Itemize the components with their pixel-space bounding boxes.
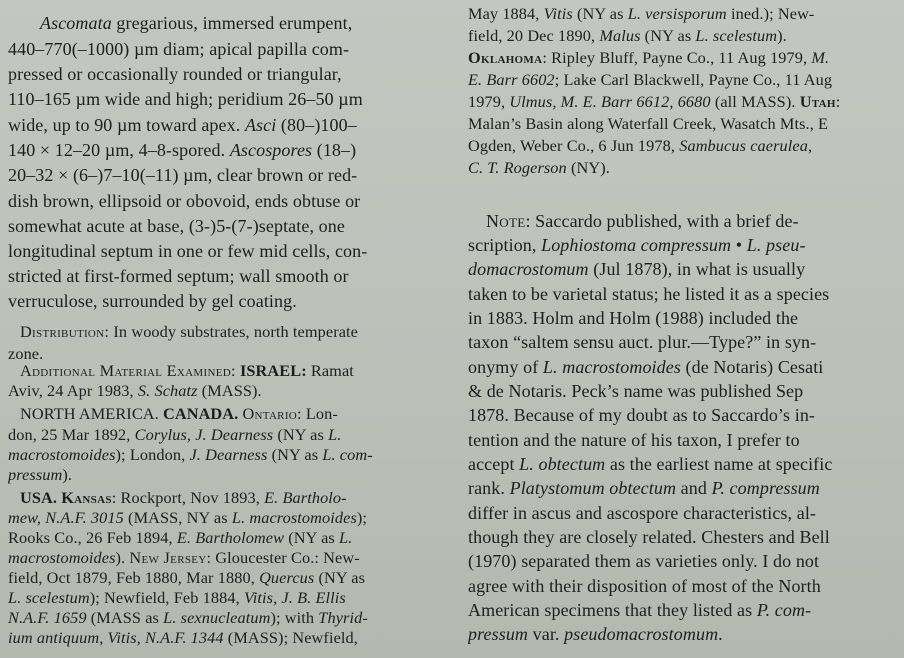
text-line: though they are closely related. Chesters and Bell <box>468 527 830 547</box>
text-line: American specimens that they listed as P. com- <box>468 600 812 620</box>
text-line: NORTH AMERICA. CANADA. Ontario: Lon- <box>20 404 338 423</box>
text-line: zone. <box>8 344 44 363</box>
text-line: pressum var. pseudomacrostomum. <box>468 624 723 644</box>
text-line: stricted at first-formed septum; wall smooth or <box>8 266 349 286</box>
text-line: & de Notaris. Peck’s name was published Sep <box>468 381 804 401</box>
text-line: Distribution: In woody substrates, north temperate <box>20 322 358 341</box>
text-line: USA. Kansas: Rockport, Nov 1893, E. Bartholo- <box>20 488 347 507</box>
text-line: don, 25 Mar 1892, Corylus, J. Dearness (NY as L. <box>8 425 342 444</box>
additional-material-label: Additional Material Examined: <box>20 361 236 380</box>
text-line: Oklahoma: Ripley Bluff, Payne Co., 11 Aug 1979, M. <box>468 48 830 67</box>
text-line: 110–165 µm wide and high; peridium 26–50 µm <box>8 89 363 109</box>
distribution-label: Distribution: <box>20 322 110 341</box>
text-line: in 1883. Holm and Holm (1988) included the <box>468 308 799 328</box>
text-line: Additional Material Examined: ISRAEL: Ramat <box>20 361 354 380</box>
text-line: E. Barr 6602; Lake Carl Blackwell, Payne Co., 11 Aug <box>468 70 833 89</box>
text-line: onymy of L. macrostomoides (de Notaris) Cesati <box>468 357 824 377</box>
text-line: taxon “saltem sensu auct. plur.—Type?” in syn- <box>468 332 817 352</box>
text-line: Ogden, Weber Co., 6 Jun 1978, Sambucus caerulea, <box>468 136 813 155</box>
text-line: C. T. Rogerson (NY). <box>468 158 610 177</box>
text-line: verruculose, surrounded by gel coating. <box>8 291 297 311</box>
text-line: domacrostomum (Jul 1878), in what is usually <box>468 259 806 279</box>
text-line: May 1884, Vitis (NY as L. versisporum ined.); New- <box>468 4 815 23</box>
text-line: field, Oct 1879, Feb 1880, Mar 1880, Quercus (NY as <box>8 568 366 587</box>
text-line: macrostomoides); London, J. Dearness (NY as L. com- <box>8 445 373 464</box>
text-line: Note: Saccardo published, with a brief de- <box>486 211 799 231</box>
text-line: Aviv, 24 Apr 1983, S. Schatz (MASS). <box>8 381 262 400</box>
text-line: Malan’s Basin along Waterfall Creek, Wasatch Mts., E <box>468 114 829 133</box>
text-line: differ in ascus and ascospore characteristics, al- <box>468 503 817 523</box>
text-line: ium antiquum, Vitis, N.A.F. 1344 (MASS); Newfield, <box>8 628 358 647</box>
text-line: field, 20 Dec 1890, Malus (NY as L. scelestum). <box>468 26 787 45</box>
text-line: longitudinal septum in one or few mid cells, con- <box>8 241 368 261</box>
text-line: tention and the nature of his taxon, I prefer to <box>468 430 800 450</box>
text-line: agree with their disposition of most of the North <box>468 576 821 596</box>
text-line: 140 × 12–20 µm, 4–8-spored. Ascospores (18–) <box>8 140 357 160</box>
text-line: scription, Lophiostoma compressum • L. pseu- <box>468 235 806 255</box>
text-line: macrostomoides). New Jersey: Gloucester Co.: New- <box>8 548 360 567</box>
text-line: Ascomata gregarious, immersed erumpent, <box>40 13 353 33</box>
text-line: somewhat acute at base, (3-)5-(7-)septate, one <box>8 216 345 236</box>
text-line: 1878. Because of my doubt as to Saccardo’s in- <box>468 405 816 425</box>
text-line: Rooks Co., 26 Feb 1894, E. Bartholomew (NY as L. <box>8 528 353 547</box>
text-line: taken to be varietal status; he listed it as a species <box>468 284 830 304</box>
text-line: (1970) separated them as varieties only. I do not <box>468 551 820 571</box>
text-line: dish brown, ellipsoid or obovoid, ends obtuse or <box>8 191 361 211</box>
text-line: 20–32 × (6–)7–10(–11) µm, clear brown or red- <box>8 165 358 185</box>
note-label: Note <box>486 211 526 231</box>
text-line: pressed or occasionally rounded or triangular, <box>8 64 342 84</box>
text-line: mew, N.A.F. 3015 (MASS, NY as L. macrostomoides); <box>8 508 368 527</box>
text-line: accept L. obtectum as the earliest name at specific <box>468 454 833 474</box>
text-line: 1979, Ulmus, M. E. Barr 6612, 6680 (all MASS). Utah: <box>468 92 841 111</box>
text-line: N.A.F. 1659 (MASS as L. sexnucleatum); with Thyrid- <box>8 608 368 627</box>
text-line: wide, up to 90 µm toward apex. Asci (80–)100– <box>8 115 357 135</box>
text-line: pressum). <box>8 465 73 484</box>
text-line: 440–770(–1000) µm diam; apical papilla com- <box>8 39 350 59</box>
text-line: L. scelestum); Newfield, Feb 1884, Vitis, J. B. Ellis <box>8 588 346 607</box>
text-line: rank. Platystomum obtectum and P. compressum <box>468 478 820 498</box>
